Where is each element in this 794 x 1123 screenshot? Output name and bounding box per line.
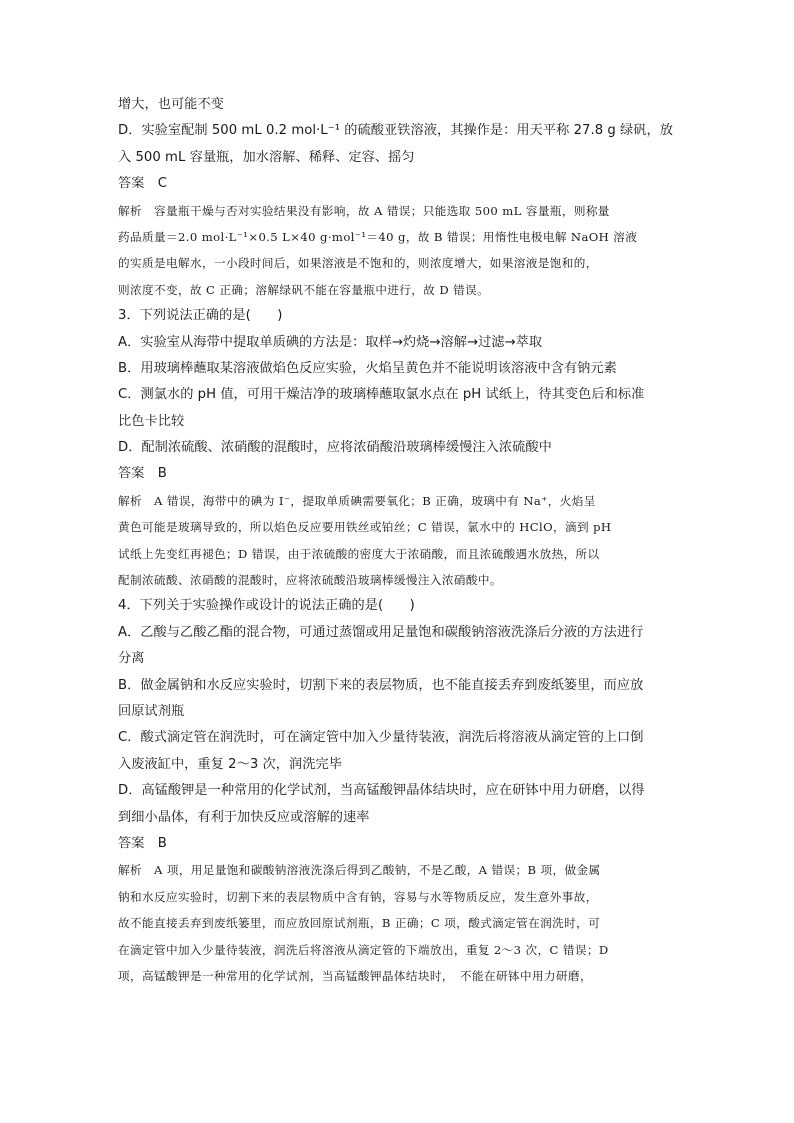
q4-option-c-line2: 入废液缸中，重复 2～3 次，润洗完毕 — [118, 756, 342, 772]
q3-option-c-line1: C．测氯水的 pH 值，可用干燥洁净的玻璃棒蘸取氯水点在 pH 试纸上，待其变色后和标准 — [118, 387, 645, 403]
q4-explanation-line1: 解析 A 项，用足量饱和碳酸钠溶液洗涤后得到乙酸钠，不是乙酸，A 错误；B 项，做金属 — [118, 863, 601, 878]
q2-explanation-line2: 药品质量＝2.0 mol·L⁻¹×0.5 L×40 g·mol⁻¹＝40 g，故 B 错误；用惰性电极电解 NaOH 溶液 — [118, 229, 638, 244]
q3-stem: 3．下列说法正确的是( ) — [118, 308, 283, 324]
q2-option-d-line2: 入 500 mL 容量瓶，加水溶解、稀释、定容、摇匀 — [118, 149, 415, 165]
q4-explanation-line5: 项，高锰酸钾是一种常用的化学试剂，当高锰酸钾晶体结块时， 不能在研钵中用力研磨， — [118, 968, 592, 983]
q3-answer: 答案 B — [118, 466, 167, 482]
q4-option-d-line1: D．高锰酸钾是一种常用的化学试剂，当高锰酸钾晶体结块时，应在研钵中用力研磨，以得 — [118, 783, 645, 799]
q2-option-c-continuation: 增大，也可能不变 — [118, 97, 224, 112]
q3-explanation-line3: 试纸上先变红再褪色；D 错误，由于浓硫酸的密度大于浓硝酸，而且浓硫酸遇水放热，所以 — [118, 546, 600, 561]
q4-explanation-line4: 在滴定管中加入少量待装液，润洗后将溶液从滴定管的下端放出，重复 2～3 次，C 错误；D — [118, 942, 609, 957]
q2-explanation-line4: 则浓度不变，故 C 正确；溶解绿矾不能在容量瓶中进行，故 D 错误。 — [118, 282, 490, 297]
q2-explanation-line1: 解析 容量瓶干燥与否对实验结果没有影响，故 A 错误；只能选取 500 mL 容量瓶，则称量 — [118, 203, 610, 218]
q3-explanation-line2: 黄色可能是玻璃导致的，所以焰色反应要用铁丝或铂丝；C 错误，氯水中的 HClO，滴到 pH — [118, 520, 612, 535]
q4-answer: 答案 B — [118, 835, 167, 851]
q3-explanation-line1: 解析 A 错误，海带中的碘为 I⁻，提取单质碘需要氧化；B 正确，玻璃中有 Na⁺，火焰呈 — [118, 493, 596, 508]
q3-option-d: D．配制浓硫酸、浓硝酸的混酸时，应将浓硝酸沿玻璃棒缓慢注入浓硫酸中 — [118, 440, 552, 456]
q3-option-b: B．用玻璃棒蘸取某溶液做焰色反应实验，火焰呈黄色并不能说明该溶液中含有钠元素 — [118, 360, 617, 376]
q4-explanation-line3: 故不能直接丢弃到废纸篓里，而应放回原试剂瓶，B 正确；C 项，酸式滴定管在润洗时，可 — [118, 916, 601, 931]
q3-explanation-line4: 配制浓硫酸、浓硝酸的混酸时，应将浓硫酸沿玻璃棒缓慢注入浓硝酸中。 — [118, 573, 502, 588]
q2-explanation-line3: 的实质是电解水，一小段时间后，如果溶液是不饱和的，则浓度增大，如果溶液是饱和的， — [118, 256, 598, 271]
q4-option-b-line2: 回原试剂瓶 — [118, 703, 185, 719]
q4-option-a-line1: A．乙酸与乙酸乙酯的混合物，可通过蒸馏或用足量饱和碳酸钠溶液洗涤后分液的方法进行 — [118, 624, 644, 640]
page-content — [118, 92, 684, 989]
q4-stem: 4．下列关于实验操作或设计的说法正确的是( ) — [118, 598, 415, 614]
q2-option-d-line1: D．实验室配制 500 mL 0.2 mol·L⁻¹ 的硫酸亚铁溶液，其操作是：用天平称 27.8 g 绿矾，放 — [118, 123, 673, 139]
q4-explanation-line2: 钠和水反应实验时，切割下来的表层物质中含有钠，容易与水等物质反应，发生意外事故， — [118, 889, 598, 904]
q3-option-a: A．实验室从海带中提取单质碘的方法是：取样→灼烧→溶解→过滤→萃取 — [118, 334, 543, 350]
q4-option-c-line1: C．酸式滴定管在润洗时，可在滴定管中加入少量待装液，润洗后将溶液从滴定管的上口倒 — [118, 730, 644, 746]
q3-option-c-line2: 比色卡比较 — [118, 413, 185, 429]
q4-option-b-line1: B．做金属钠和水反应实验时，切割下来的表层物质，也不能直接丢弃到废纸篓里，而应放 — [118, 677, 644, 693]
q4-option-a-line2: 分离 — [118, 651, 145, 667]
q4-option-d-line2: 到细小晶体，有利于加快反应或溶解的速率 — [118, 809, 370, 825]
q2-answer: 答案 C — [118, 176, 167, 192]
